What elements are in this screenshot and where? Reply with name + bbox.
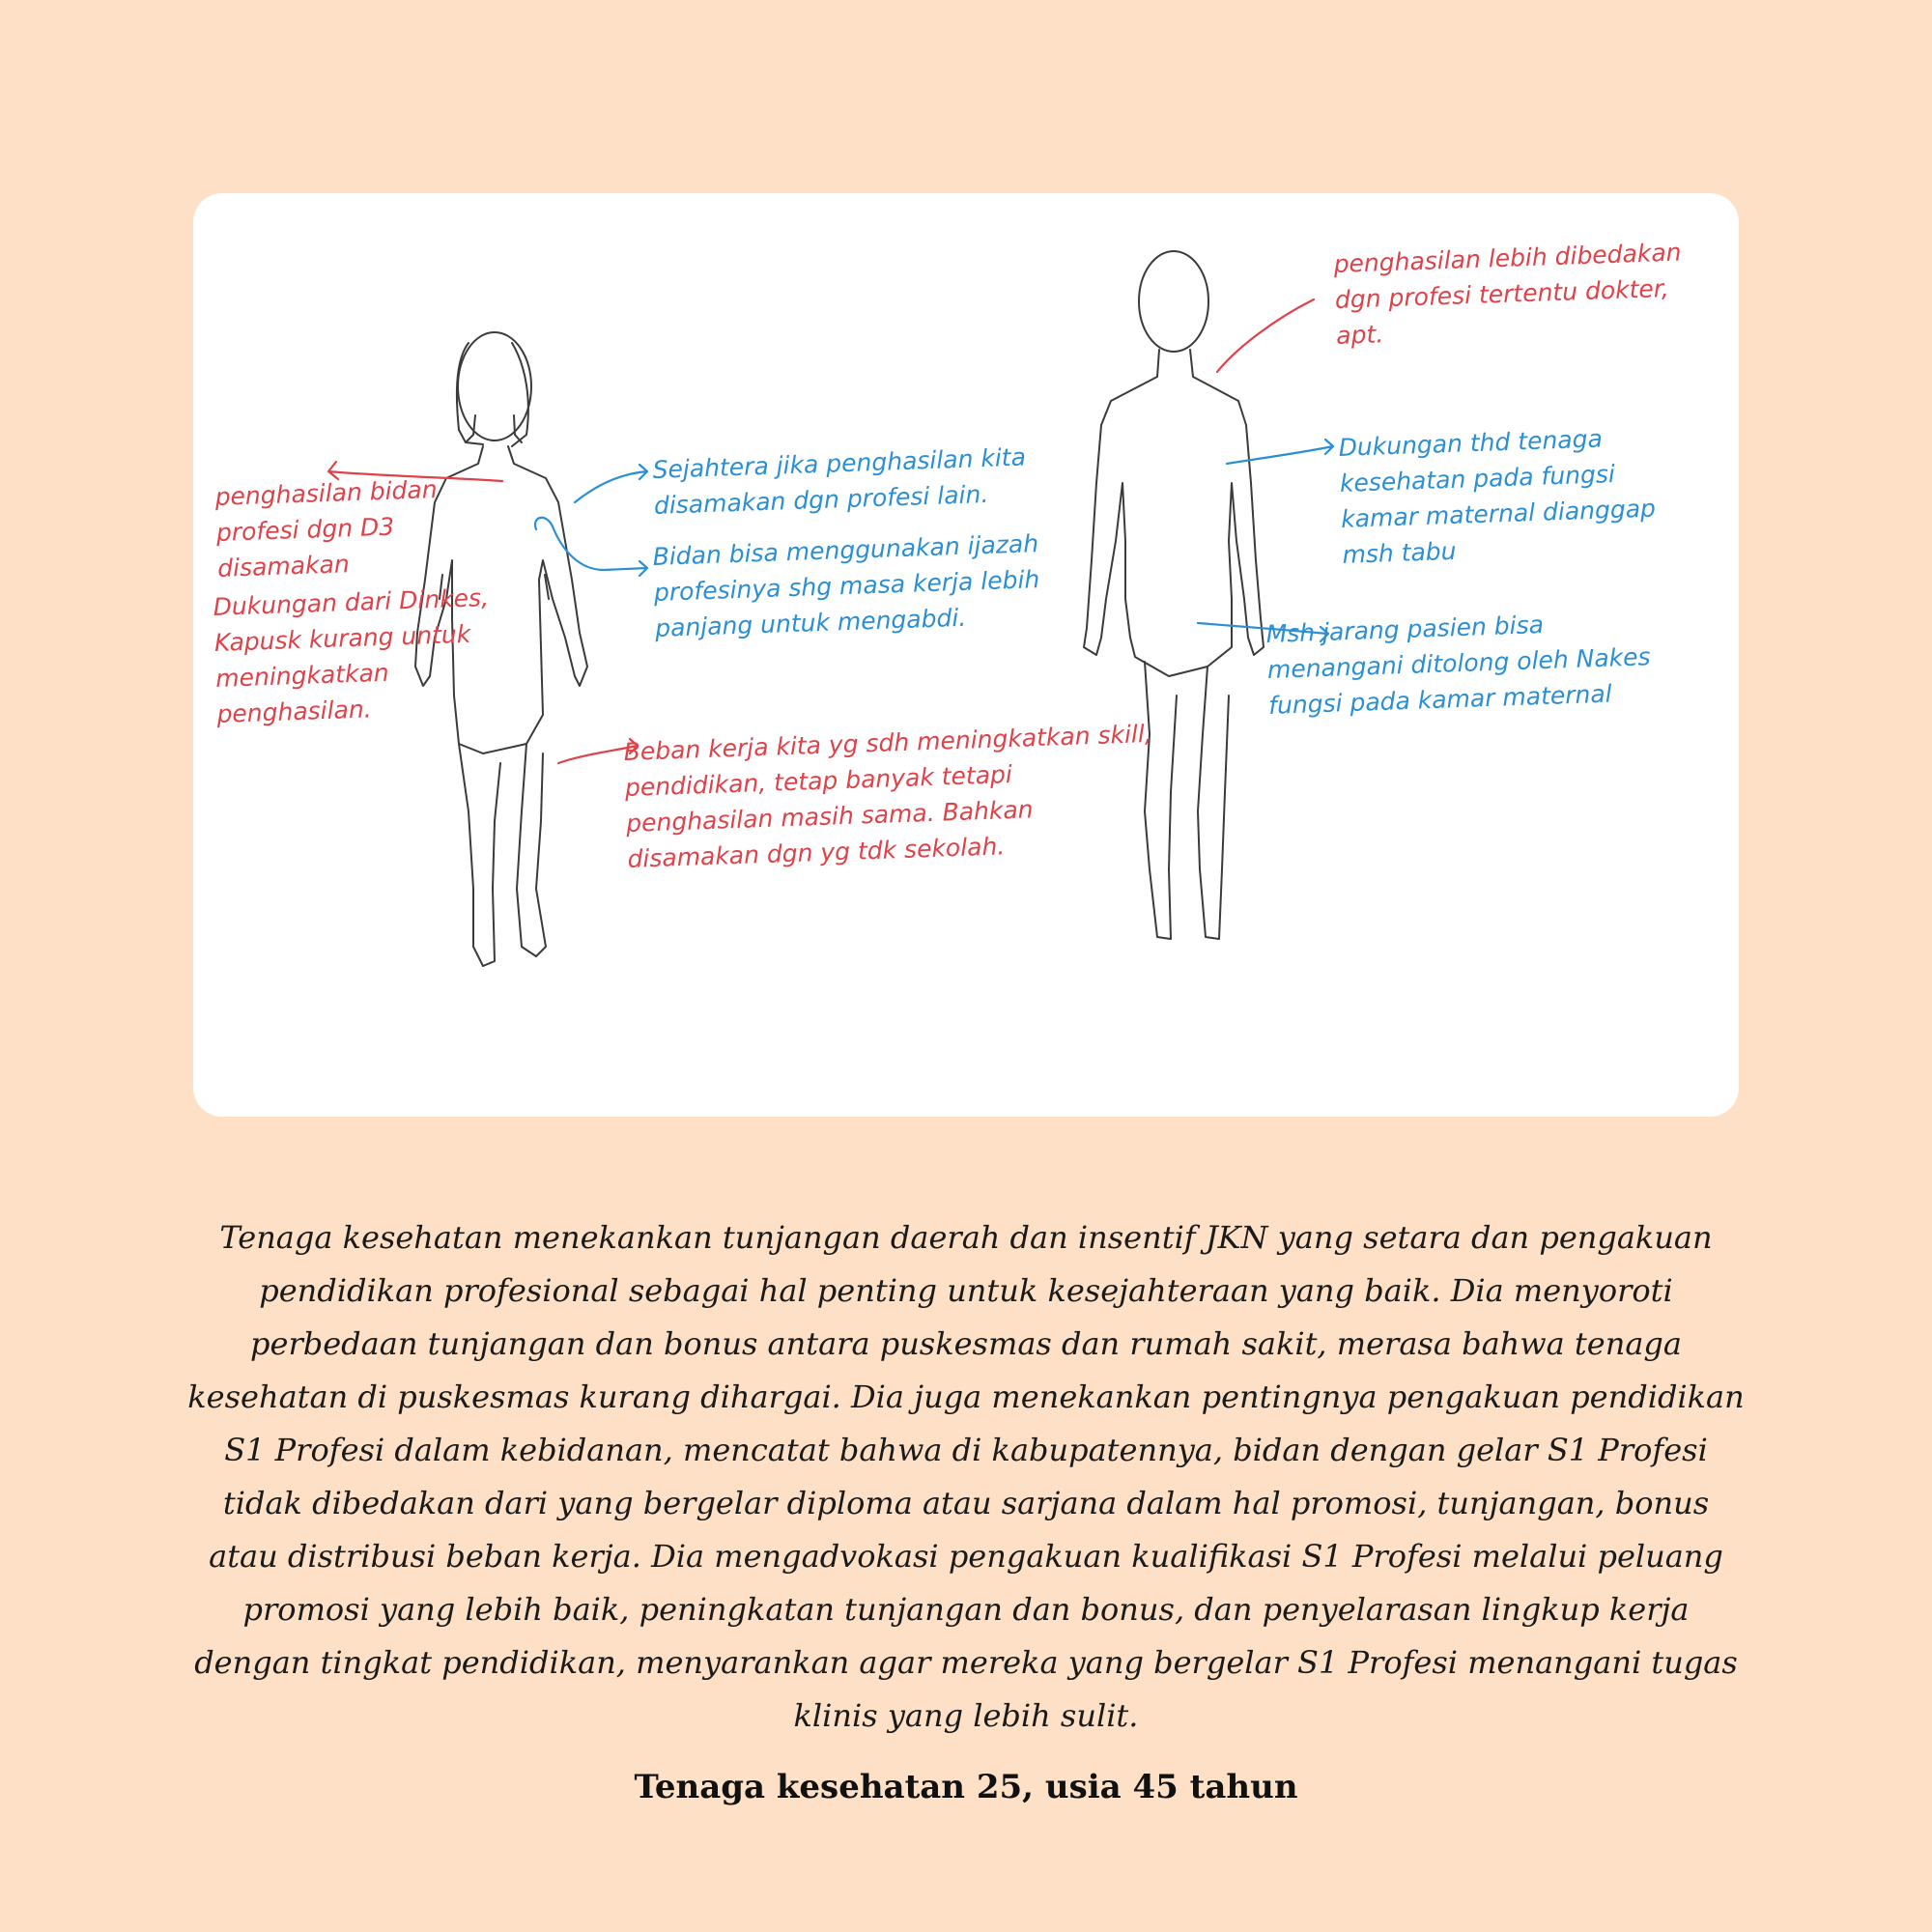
note-red-center: Beban kerja kita yg sdh meningkatkan skill, pendidikan, tetap banyak tetapi penghasilan masih sama. Bahkan disamakan dgn yg tdk sekolah. — [623, 719, 1153, 873]
drawing-card — [193, 193, 1739, 1117]
note-blue-right-bottom: Msh jarang pasien bisa menangani ditolong oleh Nakes fungsi pada kamar maternal — [1265, 610, 1652, 720]
male-head — [1139, 251, 1208, 352]
female-head — [458, 332, 531, 440]
note-red-left-top: penghasilan bidan profesi dgn D3 disamakan — [214, 474, 439, 582]
arrow-blue-mid — [535, 518, 647, 576]
note-blue-right-mid: Dukungan thd tenaga kesehatan pada fungsi kamar maternal dianggap msh tabu — [1338, 424, 1657, 569]
arrow-blue-right-1 — [1227, 440, 1333, 464]
arrow-red-upper-right — [1217, 299, 1314, 372]
note-blue-center-top: Sejahtera jika penghasilan kita disamakan dgn profesi lain. — [652, 442, 1027, 520]
arrow-blue-upper — [575, 465, 647, 502]
female-hair — [457, 343, 528, 446]
male-torso — [1084, 350, 1264, 676]
note-red-right-top: penghasilan lebih dibedakan dgn profesi tertentu dokter, apt. — [1333, 238, 1682, 350]
respondent-attribution: Tenaga kesehatan 25, usia 45 tahun — [634, 1768, 1298, 1806]
female-legs — [459, 744, 546, 966]
note-blue-center-mid: Bidan bisa menggunakan ijazah profesinya shg masa kerja lebih panjang untuk mengabdi. — [652, 529, 1040, 642]
note-red-left-bottom: Dukungan dari Dinkes, Kapusk kurang untuk meningkatkan penghasilan. — [213, 583, 490, 728]
caption-text: Tenaga kesehatan menekankan tunjangan daerah dan insentif JKN yang setara dan pengakuan pendidikan profesional sebagai hal penting untuk kesejahteraan yang baik. Dia menyoroti perbedaan tunjangan dan bonus antara puskesmas dan rumah sakit, merasa bahwa tenaga kesehatan di puskesmas kurang dihargai. Dia juga menekankan pentingnya pengakuan pendidikan S1 Profesi dalam kebidanan, mencatat bahwa di kabupatennya, bidan dengan gelar S1 Profesi tidak dibedakan dari yang bergelar diploma atau sarjana dalam hal promosi, tunjangan, bonus atau distribusi beban kerja. Dia mengadvokasi pengakuan kualifikasi S1 Profesi melalui peluang promosi yang lebih baik, peningkatan tunjangan dan bonus, dan penyelarasan lingkup kerja dengan tingkat pendidikan, menyarankan agar mereka yang bergelar S1 Profesi menangani tugas klinis yang lebih sulit. — [187, 1219, 1745, 1734]
